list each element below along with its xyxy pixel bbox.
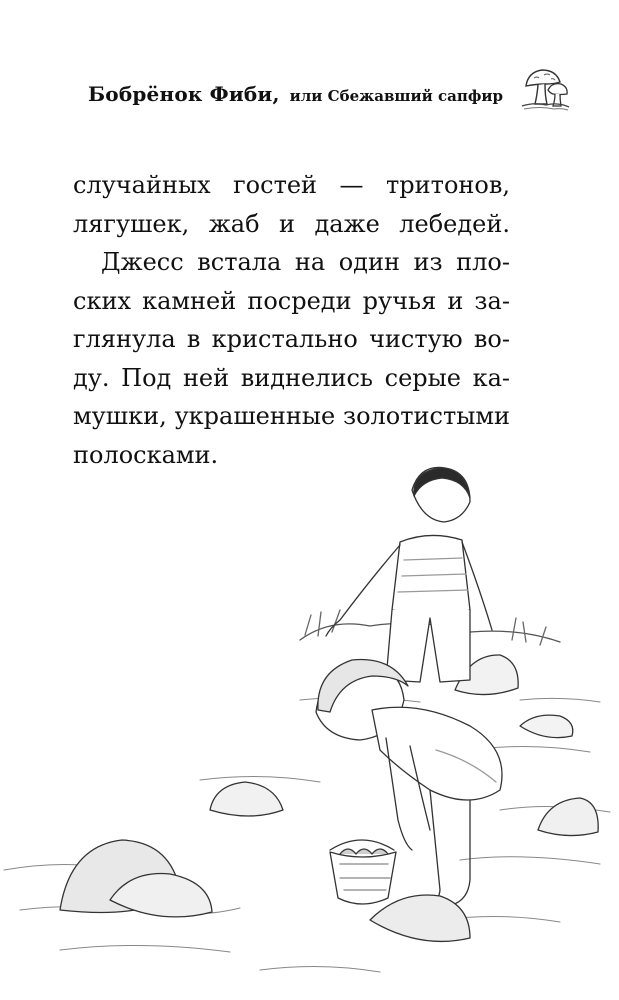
girls-by-stream-illustration bbox=[0, 450, 619, 1000]
text-line: мушки, украшенные золотистыми bbox=[73, 402, 510, 430]
book-title: Бобрёнок Фиби, bbox=[88, 82, 280, 106]
mushroom-logo-icon bbox=[520, 64, 570, 112]
running-header bbox=[88, 82, 528, 110]
text-line: полосками. bbox=[73, 440, 219, 469]
text-line: ских камней посреди ручья и за- bbox=[73, 286, 510, 315]
text-line: ду. Под ней виднелись серые ка- bbox=[73, 363, 510, 392]
text-line: глянула в кристально чистую во- bbox=[73, 325, 510, 353]
text-line: Джесс встала на один из пло- bbox=[101, 248, 510, 276]
text-line: лягушек, жаб и даже лебедей. bbox=[73, 209, 510, 238]
body-text bbox=[73, 166, 510, 474]
text-line: случайных гостей — тритонов, bbox=[73, 171, 510, 199]
book-subtitle: или Сбежавший сапфир bbox=[289, 87, 504, 105]
